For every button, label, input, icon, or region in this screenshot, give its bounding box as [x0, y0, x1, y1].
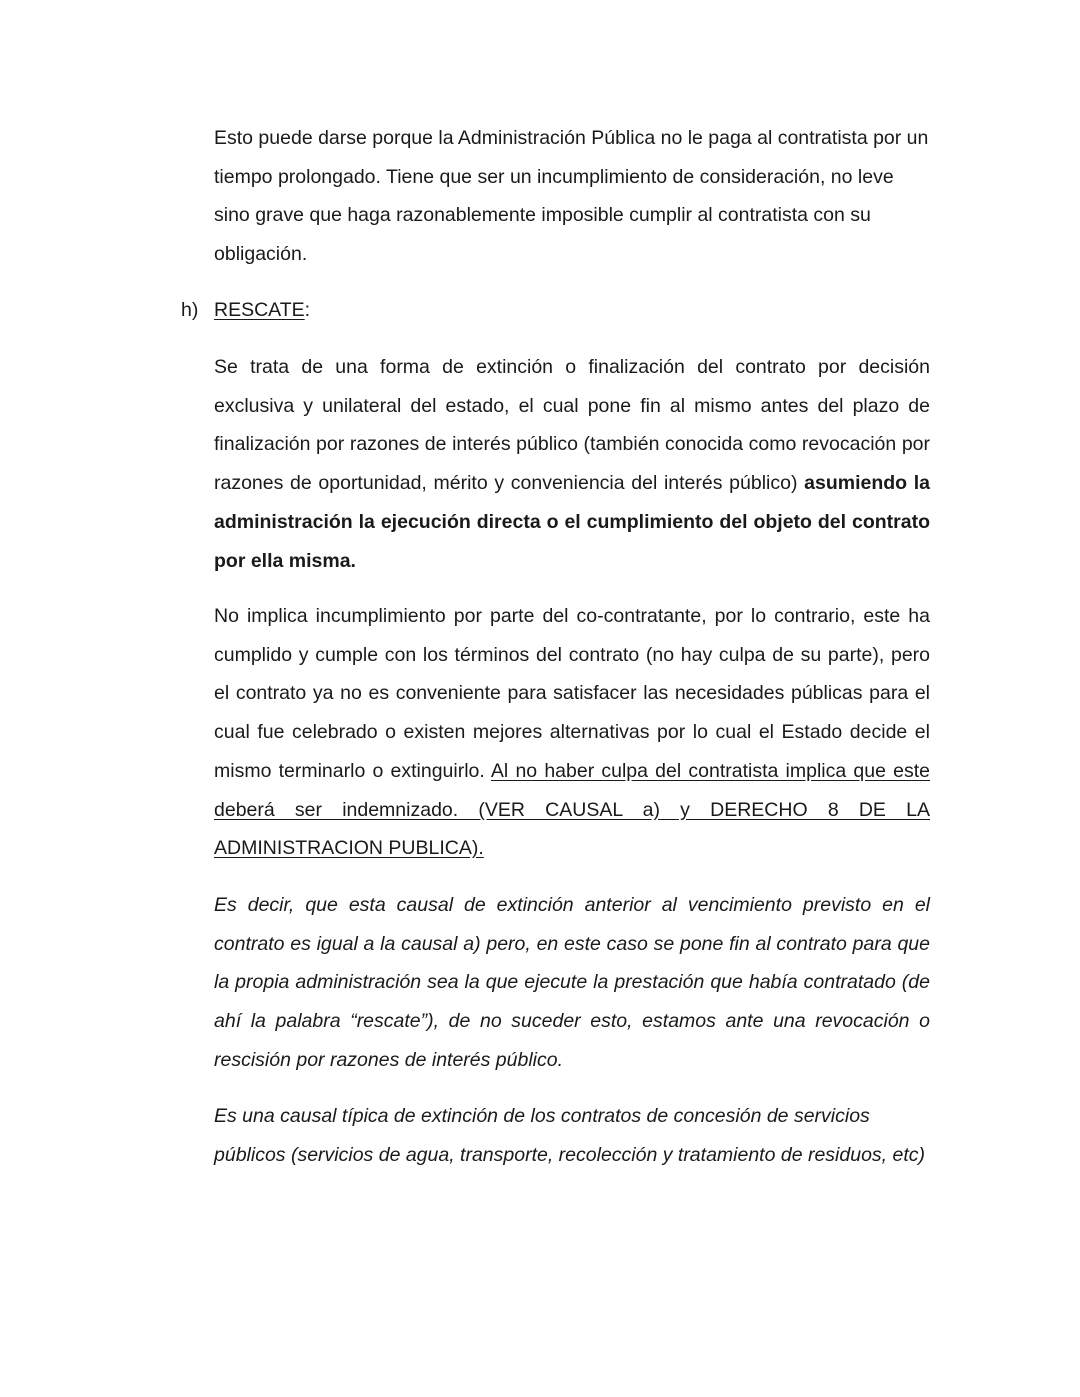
- intro-paragraph: Esto puede darse porque la Administración Pública no le paga al contratista por un tiempo prolongado. Tiene que ser un incumplimiento de consideración, no leve sino grave que haga razonablemente imposible cumplir al contratista con su obligación.: [214, 127, 929, 266]
- no-implica-paragraph: [214, 597, 930, 868]
- definition-bold-text: asumiendo la administración la ejecución directa o el cumplimiento del objeto del contrato por ella misma.: [214, 472, 930, 572]
- section-title: RESCATE: [214, 299, 305, 321]
- es-decir-paragraph: Es decir, que esta causal de extinción anterior al vencimiento previsto en el contrato es igual a la causal a) pero, en este caso se pone fin al contrato para que la propia administración sea la que ejecute la prestación que había contratado (de ahí la palabra “rescate”), de no suceder esto, estamos ante una revocación o rescisión por razones de interés público.: [214, 894, 930, 1071]
- section-title-suffix: :: [304, 299, 311, 321]
- definition-text: Se trata de una forma de extinción o finalización del contrato por decisión exclusiva y unilateral del estado, el cual pone fin al mismo antes del plazo de finalización por razones de interés público (también conocida como revocación por razones de oportunidad, mérito y conveniencia del interés público): [214, 356, 930, 495]
- typical-causal-paragraph: Es una causal típica de extinción de los contratos de concesión de servicios públicos (servicios de agua, transporte, recolección y tratamiento de residuos, etc): [214, 1105, 926, 1166]
- section-heading: [181, 291, 930, 330]
- section-marker: h): [181, 299, 199, 321]
- no-implica-text: No implica incumplimiento por parte del co-contratante, por lo contrario, este ha cumplido y cumple con los términos del contrato (no hay culpa de su parte), pero el contrato ya no es conveniente para satisfacer las necesidades públicas para el cual fue celebrado o existen mejores alternativas por lo cual el Estado decide el mismo terminarlo o extinguirlo.: [214, 605, 930, 782]
- definition-paragraph: [214, 348, 930, 580]
- no-implica-underlined-text: Al no haber culpa del contratista implica que este deberá ser indemnizado. (VER CAUSAL a) y DERECHO 8 DE LA ADMINISTRACION PUBLICA).: [214, 759, 930, 860]
